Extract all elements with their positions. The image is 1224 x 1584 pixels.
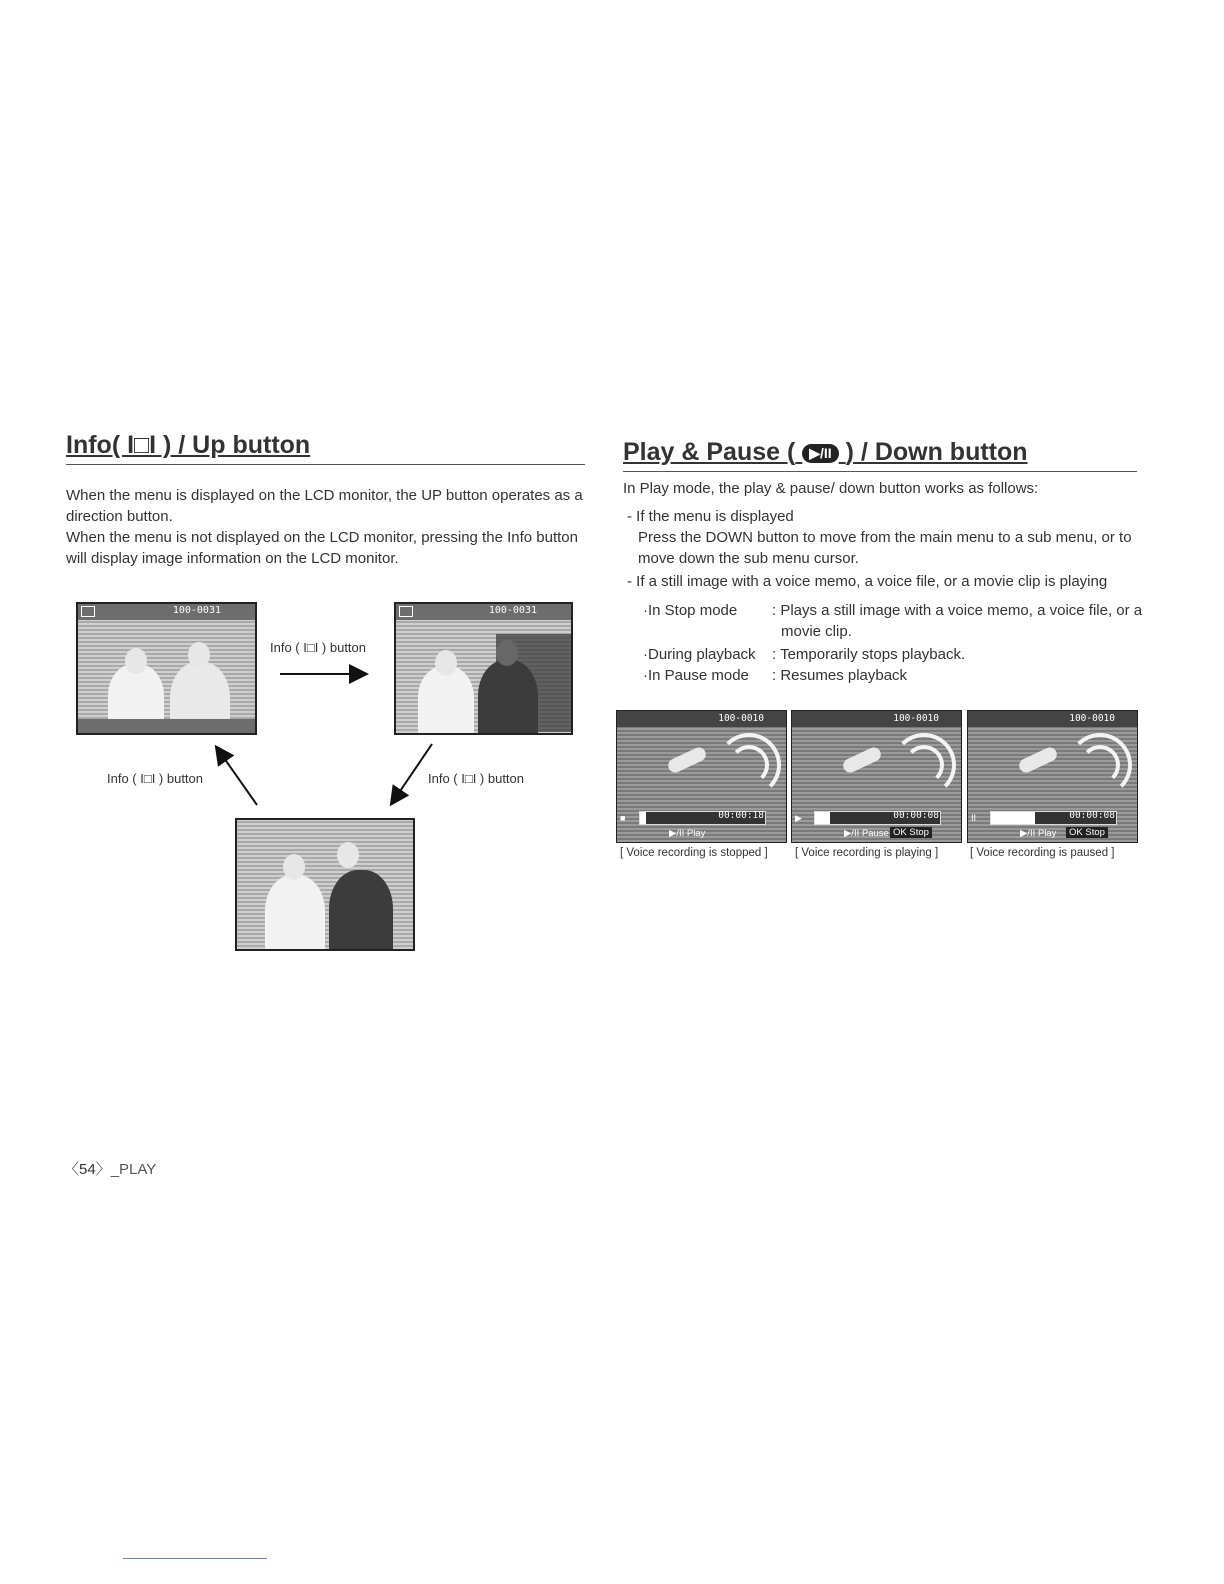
arrow-label-right: Info ( I□I ) button xyxy=(428,771,525,786)
left-paragraph-1: When the menu is displayed on the LCD monitor, the UP button operates as a direction button. xyxy=(66,487,583,525)
caption-stopped: [ Voice recording is stopped ] xyxy=(620,847,768,859)
title-text-before: Play & Pause ( xyxy=(623,438,796,466)
mode-pause-label: ·In Pause mode xyxy=(643,667,749,684)
time-readout: 00:00:18 xyxy=(718,810,764,821)
page-number: 〈54〉 xyxy=(64,1161,111,1178)
pause-hint: ▶/II Pause xyxy=(844,828,889,839)
file-code: 100-0031 xyxy=(488,605,537,616)
play-hint: ▶/II Play xyxy=(669,828,706,839)
page-footer xyxy=(64,1158,156,1179)
progress-fill xyxy=(991,812,1035,824)
file-code: 100-0010 xyxy=(893,713,939,724)
voice-screen-playing xyxy=(791,710,962,843)
progress-fill xyxy=(640,812,646,824)
stop-hint: OK Stop xyxy=(1066,827,1108,838)
microphone-icon xyxy=(666,745,708,775)
mode-stop-desc: : Plays a still image with a voice memo, a voice file, or a movie clip. xyxy=(772,602,1143,640)
mode-playback-label: ·During playback xyxy=(643,646,756,663)
caption-playing: [ Voice recording is playing ] xyxy=(795,847,939,859)
arrow-label-top: Info ( I□I ) button xyxy=(270,640,367,655)
section-name: _PLAY xyxy=(110,1161,157,1178)
play-pause-icon: ▶/II xyxy=(802,444,838,463)
left-paragraph-2: When the menu is not displayed on the LCD monitor, pressing the Info button will display image information on the LCD monitor. xyxy=(66,529,578,567)
microphone-icon xyxy=(1017,745,1059,775)
right-bullet-playing: - If a still image with a voice memo, a voice file, or a movie clip is playing xyxy=(627,573,1108,590)
pause-icon: II xyxy=(971,813,977,823)
right-intro: In Play mode, the play & pause/ down button works as follows: xyxy=(623,480,1039,497)
play-icon: ▶ xyxy=(795,813,802,823)
bottom-rule xyxy=(123,1558,267,1559)
right-bullet-menu-desc: Press the DOWN button to move from the main menu to a sub menu, or to move down the sub menu cursor. xyxy=(638,529,1132,567)
mode-stop-label: ·In Stop mode xyxy=(643,602,738,619)
play-hint: ▶/II Play xyxy=(1020,828,1057,839)
microphone-icon xyxy=(841,745,883,775)
file-code: 100-0031 xyxy=(172,605,221,616)
time-readout: 00:00:08 xyxy=(893,810,939,821)
mode-pause-desc: : Resumes playback xyxy=(772,667,908,684)
stop-hint: OK Stop xyxy=(890,827,932,838)
right-section-title xyxy=(623,438,1137,472)
time-readout: 00:00:08 xyxy=(1069,810,1115,821)
right-bullet-menu: - If the menu is displayed xyxy=(627,508,794,525)
mode-playback-desc: : Temporarily stops playback. xyxy=(772,646,966,663)
arrow-label-left: Info ( I□I ) button xyxy=(107,771,204,786)
left-section-title: Info( I□I ) / Up button xyxy=(66,431,585,465)
arrow-down-left xyxy=(392,744,432,803)
arrow-up-left xyxy=(217,748,257,805)
progress-fill xyxy=(815,812,830,824)
file-code: 100-0010 xyxy=(718,713,764,724)
stop-icon: ■ xyxy=(620,813,626,823)
diagram-arrows xyxy=(60,600,660,860)
file-code: 100-0010 xyxy=(1069,713,1115,724)
title-text-after: ) / Down button xyxy=(845,438,1028,466)
voice-screen-paused xyxy=(967,710,1138,843)
voice-screen-stopped xyxy=(616,710,787,843)
caption-paused: [ Voice recording is paused ] xyxy=(970,847,1115,859)
